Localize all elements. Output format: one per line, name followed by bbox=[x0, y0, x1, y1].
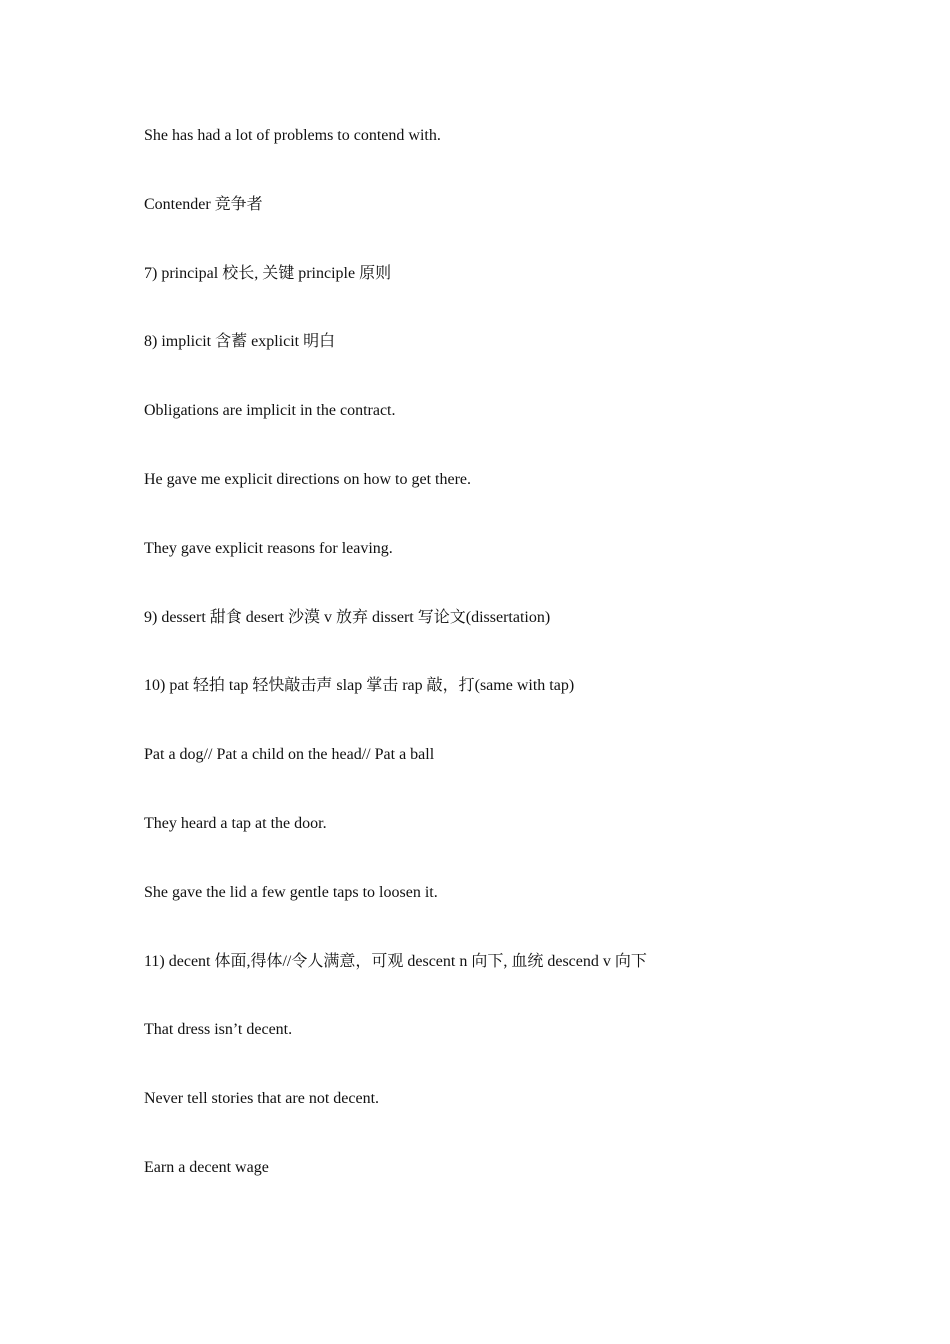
text-line: 7) principal 校长, 关键 principle 原则 bbox=[144, 264, 392, 282]
text-line: She gave the lid a few gentle taps to loosen it. bbox=[144, 883, 438, 901]
text-line: She has had a lot of problems to contend with. bbox=[144, 127, 441, 144]
text-line: They heard a tap at the door. bbox=[144, 814, 327, 832]
text-line: 11) decent 体面,得体//令人满意，可观 descent n 向下, 血统 descend v 向下 bbox=[144, 952, 647, 970]
text-line: 10) pat 轻拍 tap 轻快敲击声 slap 掌击 rap 敲，打(same with tap) bbox=[144, 677, 575, 695]
text-line: They gave explicit reasons for leaving. bbox=[144, 539, 393, 557]
text-line: Contender 竞争者 bbox=[144, 195, 263, 213]
text-line: Never tell stories that are not decent. bbox=[144, 1090, 380, 1108]
text-line: Pat a dog// Pat a child on the head// Pat a ball bbox=[144, 746, 435, 764]
text-line: Earn a decent wage bbox=[144, 1158, 269, 1176]
text-line: That dress isn’t decent. bbox=[144, 1021, 293, 1039]
text-line: 9) dessert 甜食 desert 沙漠 v 放弃 dissert 写论文(dissertation) bbox=[144, 608, 551, 626]
text-line: Obligations are implicit in the contract. bbox=[144, 402, 396, 420]
text-line: 8) implicit 含蓄 explicit 明白 bbox=[144, 333, 336, 351]
text-lines bbox=[144, 126, 904, 1227]
text-line: He gave me explicit directions on how to get there. bbox=[144, 470, 472, 488]
